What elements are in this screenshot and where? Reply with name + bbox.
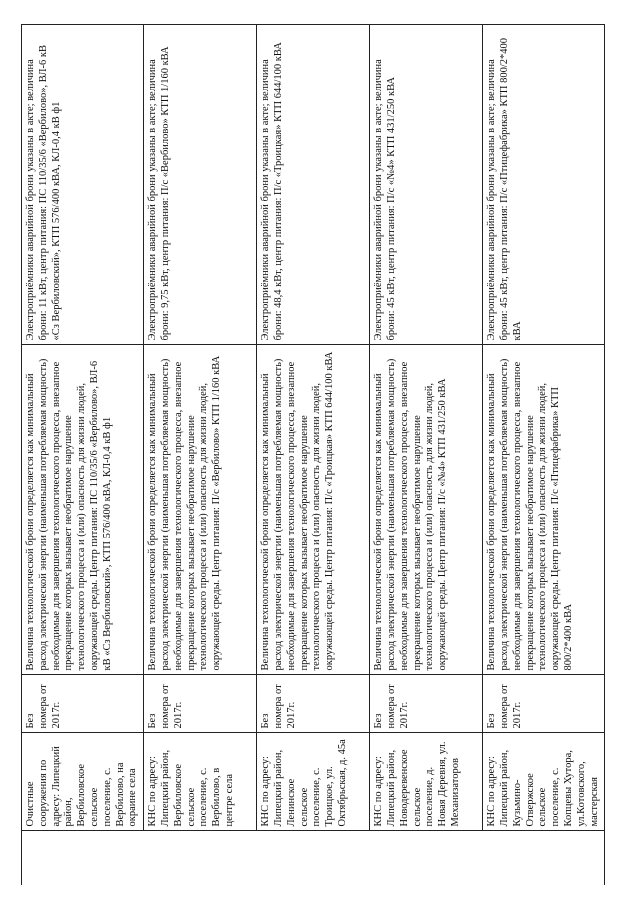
definition-cell: Величина технологической брони определяется как минимальный расход электрической энергии (наименьшая потребляемая мощность) необходимые для завершения технологического процесса, внезапное прекращение которых вызывает необратимое нарушение технологического процесса и (или) опасность для жизни людей, окружающей среды. Центр питания: П/с «Птицефабрика» КТП 800/2*400 кВА	[483, 345, 605, 675]
number-cell: Без номера от 2017г.	[22, 675, 144, 733]
value-cell: Электроприёмники аварийной брони указаны в акте; величина брони: 48,4 кВт, центр питания: П/с «Троицкая» КТП 644/100 кВА	[257, 25, 370, 345]
object-cell: Очистные сооружения по адресу: Липецкий район, Вербиловское сельское поселение, с. Вербилово, на окраине села	[22, 733, 144, 831]
value-cell: Электроприёмники аварийной брони указаны в акте; величина брони: 45 кВт, центр питания: П/с «№4» КТП 431/250 кВА	[370, 25, 483, 345]
definition-cell: Величина технологической брони определяется как минимальный расход электрической энергии (наименьшая потребляемая мощность) необходимые для завершения технологического процесса, внезапное прекращение которых вызывает необратимое нарушение технологического процесса и (или) опасность для жизни людей, окружающей среды. Центр питания: П/с «Вербилово» КТП 1/160 кВА	[144, 345, 257, 675]
blank-cell	[257, 831, 370, 885]
value-cell: Электроприёмники аварийной брони указаны в акте; величина брони: 45 кВт, центр питания: П/с «Птицефабрика» КТП 800/2*400 кВА	[483, 25, 605, 345]
object-cell: КНС по адресу: Липецкий район, Вербиловское сельское поселение, с. Вербилово, в центре села	[144, 733, 257, 831]
value-cell: Электроприёмники аварийной брони указаны в акте; величина брони: 9,75 кВт, центр питания: П/с «Вербилово» КТП 1/160 кВА	[144, 25, 257, 345]
object-cell: КНС по адресу: Липецкий район, Новодеревенское сельское поселение, д. Новая Деревня, ул. Механизаторов	[370, 733, 483, 831]
table-row	[483, 25, 605, 885]
emergency-reserve-table	[21, 25, 605, 886]
number-cell: Без номера от 2017г.	[370, 675, 483, 733]
table-row	[22, 25, 144, 885]
table-row	[370, 25, 483, 885]
rotated-table-page	[21, 25, 600, 885]
definition-cell: Величина технологической брони определяется как минимальный расход электрической энергии (наименьшая потребляемая мощность) необходимые для завершения технологического процесса, внезапное прекращение которых вызывает необратимое нарушение технологического процесса и (или) опасность для жизни людей, окружающей среды. Центр питания: ПС 110/35/6 «Вербилово», ВЛ-6 кВ «Сз Вербиловский», КТП 576/400 кВА, КЛ-0,4 кВ ф1	[22, 345, 144, 675]
object-cell: КНС по адресу: Липецкий район, Кузьмино-Отвержское сельское поселение, с. Копцевы Хутора, ул.Котовского, мастерская	[483, 733, 605, 831]
number-cell: Без номера от 2017г.	[144, 675, 257, 733]
blank-cell	[483, 831, 605, 885]
blank-cell	[370, 831, 483, 885]
object-cell: КНС по адресу: Липецкий район, Ленинское сельское поселение, с. Троицкое, ул. Октябрьская, д. 45а	[257, 733, 370, 831]
blank-cell	[22, 831, 144, 885]
definition-cell: Величина технологической брони определяется как минимальный расход электрической энергии (наименьшая потребляемая мощность) необходимые для завершения технологического процесса, внезапное прекращение которых вызывает необратимое нарушение технологического процесса и (или) опасность для жизни людей, окружающей среды. Центр питания: П/с «№4» КТП 431/250 кВА	[370, 345, 483, 675]
table-row	[144, 25, 257, 885]
definition-cell: Величина технологической брони определяется как минимальный расход электрической энергии (наименьшая потребляемая мощность) необходимые для завершения технологического процесса, внезапное прекращение которых вызывает необратимое нарушение технологического процесса и (или) опасность для жизни людей, окружающей среды. Центр питания: П/с «Троицкая» КТП 644/100 кВА	[257, 345, 370, 675]
blank-cell	[144, 831, 257, 885]
value-cell: Электроприёмники аварийной брони указаны в акте; величина брони: 11 кВт, центр питания: ПС 110/35/6 «Вербилово», ВЛ-6 кВ «Сз Вербиловский», КТП 576/400 кВА, КЛ-0,4 кВ ф1	[22, 25, 144, 345]
number-cell: Без номера от 2017г.	[257, 675, 370, 733]
table-row	[257, 25, 370, 885]
number-cell: Без номера от 2017г.	[483, 675, 605, 733]
